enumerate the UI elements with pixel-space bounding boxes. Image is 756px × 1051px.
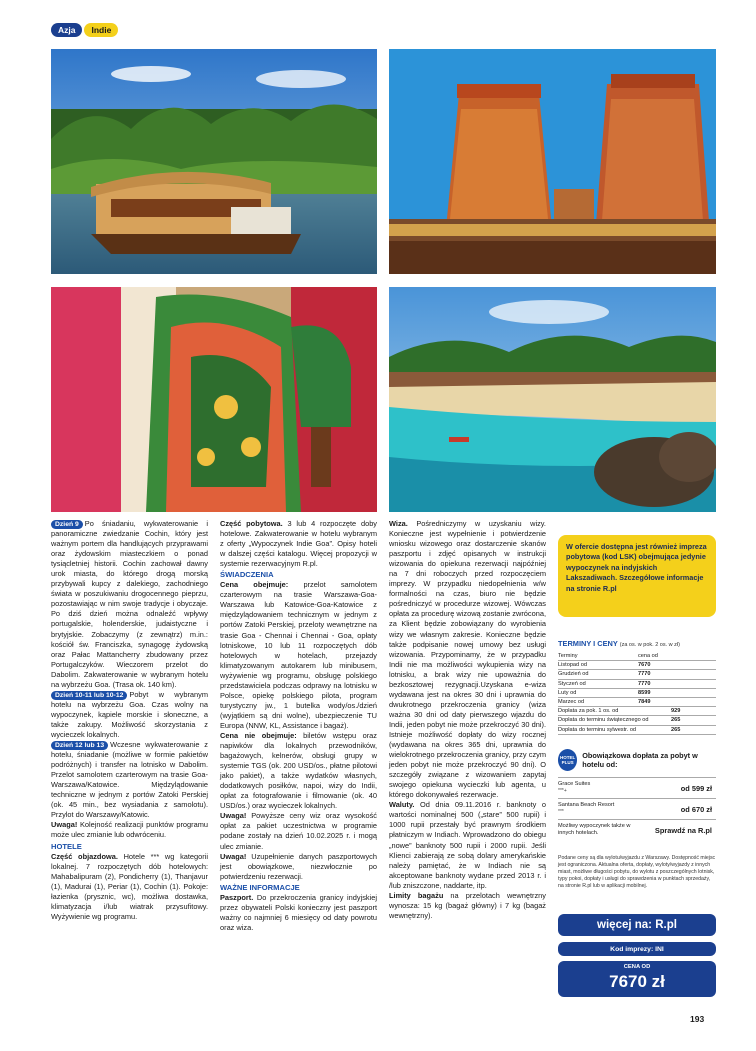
uwaga-1-text: Powyższe ceny wiz oraz wysokość opłat za pakiet uczestnictwa w programie podane zostały na dzień 10.02.2025 r. i mogą ulec zmianie.: [220, 811, 377, 851]
term-label: Listopad od: [558, 662, 587, 669]
terms-header-label: Terminy: [558, 653, 578, 659]
day-12-text: Wczesne wykwaterowanie z hotelu, śniadanie (możliwe w formie pakietów podróżnych) i transfer na lotnisko w Dabolim. Przelot samolotem czarterowym na trasie Goa-Warszawa/Katowice. Międzylądowanie techniczne w jednym z portów Zatoki Perskiej (ok. 45 min., bez wysiadania z samolotu). Przylot do Warszawy/Katowic.: [51, 740, 208, 820]
term-price: 8599: [638, 689, 651, 696]
tour-code-badge: Kod imprezy: INI: [558, 942, 716, 956]
hotel-name: Możliwy wypoczynek także w innych hotelach.: [558, 823, 631, 836]
price-from-box[interactable]: [558, 961, 716, 997]
table-row: [558, 661, 716, 670]
hotel-surcharge-title: Obowiązkowa dopłata za pobyt w hotelu od:: [582, 751, 698, 769]
paszport-paragraph: [220, 893, 377, 933]
terms-header-value: cena od: [638, 653, 658, 659]
waluty-label: Waluty.: [389, 800, 415, 810]
term-price: 7670: [638, 662, 651, 669]
terms-header-row: [558, 652, 716, 661]
term-price: 7849: [638, 699, 651, 706]
hotel-name: Grace Suites: [558, 781, 591, 787]
extra-row: [558, 726, 716, 735]
uwaga-2-paragraph: [220, 852, 377, 882]
day-9-tag: Dzień 9: [51, 520, 83, 529]
page-number: 193: [690, 1014, 705, 1024]
hotel-name: Santana Beach Resort: [558, 802, 615, 808]
term-price: 7770: [638, 671, 651, 678]
limity-bagazu-text: na przelotach wewnętrzny wynosza: 15 kg (bagaż główny) i 7 kg (bagaż wewnętrzny).: [389, 890, 546, 920]
price-from-amount: 7670 zł: [609, 972, 665, 991]
extra-row: [558, 716, 716, 725]
uwaga-paragraph: [51, 820, 208, 840]
program-column-1: [51, 519, 208, 922]
uwaga-2-label: Uwaga!: [220, 851, 247, 861]
wazne-informacje-heading: WAŻNE INFORMACJE: [220, 882, 300, 892]
day-12-paragraph: [51, 740, 208, 820]
price-from-label: CENA OD: [623, 964, 651, 970]
czesc-pobytowa-label: Część pobytowa.: [220, 519, 283, 528]
extra-price: 265: [671, 717, 681, 724]
hotel-stars: ***+: [558, 788, 567, 794]
day-9-text: Po śniadaniu, wykwaterowanie i panoramiczne zwiedzanie Cochin, który jest ważnym portem dla handlujących przyprawami oraz żydowskim miasteczkiem o ponad tysiącletniej historii. Cochin zachował dawny urok miasta, do którego drogą morską przybywali kupcy z dalekiego, zachodniego świata w poszukiwaniu drogocennego pieprzu, pozostawiając w nim swoje tradycje i obyczaje. Po dziś dzień można odnaleźć wpływy portugalskie, holenderskie, judaistyczne i brytyjskie. Zobaczymy (z zewnątrz) m.in.: kościół św. Franciszka, synagogę żydowską oraz Pałac Mattancherry zbudowany przez Portugalczyków. Wieczorem przelot do Dabolim. Zakwaterowanie w wybranym hotelu na wybrzeżu Goa. (Trasa ok. 140 km).: [51, 519, 208, 689]
hotel-name-block: [558, 802, 614, 816]
women-saris-photo: [51, 287, 377, 512]
term-label: Marzec od: [558, 699, 585, 706]
terms-prices-table: [558, 639, 716, 735]
program-column-2: [220, 519, 377, 933]
cena-obejmuje-paragraph: [220, 580, 377, 731]
extra-label: Dopłata do terminu sylwestr. od: [558, 726, 637, 733]
hotel-name-block: [558, 823, 638, 837]
hotele-heading: HOTELE: [51, 841, 82, 851]
term-label: Luty od: [558, 689, 577, 696]
cena-obejmuje-label: Cena obejmuje:: [220, 580, 289, 590]
day-9-paragraph: [51, 519, 208, 690]
wiza-text: Pośredniczymy w uzyskaniu wizy. Konieczne jest wypełnienie i potwierdzenie wniosku wizowego oraz dostarczenie skanów paszportu i zdjęć opisanych w instrukcji wizowania do opiekuna rezerwacji najpóźniej na 7 dni roboczych przed rozpoczęciem imprezy. W przypadku niedopełnienia w/w formalności na czas, biuro nie będzie pośredniczyć w procedurze wizowej. Wówczas opłata za procedurę wizową zostanie zwrócona, za Klient będzie zobowiązany do wyrobienia wizy we własnym zakresie. Konieczne będzie także podpisanie nowej umowy bez usługi wizowania. Przypominamy, że w przypadku Indii nie ma możliwości wykupienia wizy na lotnisku, a brak wizy nie upoważnia do bezkosztowej rezygnacji.Uzyskana e-wiza wydawana jest na okres 30 dni i uprawnia do dwukrotnego przekroczenia granicy (wiza ważna 30 dni od daty pierwszego wjazdu do Indii, jeden pobyt nie może przekroczyć 30 dni). Istnieje możliwość dopłaty do wizy rocznej (wydawana na okres 365 dni, uprawnia do wielokrotnego przekroczenia granicy, przy czym jeden pobyt nie może przekroczyć 90 dni). O szczegóły związane z wizowaniem zapytaj swojego opiekuna wycieczki lub agenta, u którego dokonywałeś rezerwacje.: [389, 519, 546, 800]
terms-title-text: TERMINY I CENY: [558, 639, 618, 648]
czesc-pobytowa-paragraph: [220, 519, 377, 569]
price-disclaimer: Podane ceny są dla wylotu/wyjazdu z Warszawy. Dostępność miejsc jest ograniczona. Aktualna oferta, dopłaty, wyloty/wyjazdy z innych miast, możliwe długości pobytu, do wylotu z poszczególnych lotnisk, typy pokoi, dopłaty i usługi do sprawdzenia w punktach sprzedaży, na stronie R.pl lub w aplikacji mobilnej.: [558, 855, 716, 889]
cena-obejmuje-text: przelot samolotem czarterowym na trasie Warszawa-Goa-Warszawa lub Katowice-Goa-Katowice z międzylądowaniem technicznym w jednym z portów Zatoki Perskiej, przeloty wewnętrzne na trasie Goa - Chennai i Chennai - Goa, opłaty lotniskowe, 10 lub 11 rozpoczętych dób hotelowych w hotelach, przejazdy klimatyzowanym autokarem lub minibusem, wyżywienie wg programu, obsługę polskiego przedstawiciela podczas odprawy na lotnisku w Polsce, opiekę polskiego pilota, program turystyczny jw., 1 butelka wody/os./dzień (wyjątkiem są dni wolne), ubezpieczenie TU Europa (NNW, KL, Assistance i bagaż).: [220, 580, 378, 730]
breadcrumb-region[interactable]: Azja: [51, 23, 82, 37]
hotel-surcharge-header: [558, 749, 716, 771]
cena-nie-obejmuje-paragraph: [220, 731, 377, 811]
extra-price: 265: [671, 726, 681, 733]
breadcrumb: [51, 23, 118, 37]
terms-title: [558, 639, 716, 648]
uwaga-2-text: Uzupełnienie danych paszportowych jest obowiązkowe, niezwłocznie po potwierdzeniu rezerwacji.: [220, 851, 377, 881]
wiza-label: Wiza.: [389, 519, 408, 528]
term-label: Grudzień od: [558, 671, 589, 678]
waluty-paragraph: [389, 800, 546, 890]
uwaga-label: Uwaga!: [51, 820, 78, 830]
day-12-tag: Dzień 12 lub 13: [51, 741, 108, 750]
table-row: [558, 689, 716, 698]
uwaga-text: Kolejność realizacji punktów programu może ulec zmianie lub odwróceniu.: [51, 820, 208, 840]
czesc-objazdowa-text: Hotele *** wg kategorii lokalnej. 7 rozpoczętych dób hotelowych: Mahabalipuram (2), Pondicherry (1), Thanjavur (1), Madurai (1), Periar (1), Cochin (1). Pokoje: łazienka (prysznic, wc), możliwa dostawka, klimatyzacja i/lub wiatrak przysufitowy. Wyżywienie wg programu.: [51, 851, 209, 921]
swiadczenia-heading: ŚWIADCZENIA: [220, 570, 274, 580]
limity-bagazu-label: Limity bagażu: [389, 890, 444, 900]
day-10-tag: Dzień 10-11 lub 10-12: [51, 691, 127, 700]
hotel-name-block: [558, 781, 590, 795]
hotel-row[interactable]: [558, 777, 716, 798]
cena-nie-obejmuje-label: Cena nie obejmuje:: [220, 730, 297, 740]
extra-label: Dopłata za pok. 1 os. od: [558, 708, 619, 715]
hotel-stars: ***: [558, 809, 564, 815]
uwaga-1-paragraph: [220, 811, 377, 851]
breadcrumb-country[interactable]: Indie: [84, 23, 118, 37]
hotel-price: od 599 zł: [680, 783, 712, 793]
paszport-text: Do przekroczenia granicy indyjskiej przez obywateli Polski konieczny jest paszport ważny co najmniej 6 miesięcy od daty powrotu oraz wiza.: [220, 892, 377, 932]
day-10-paragraph: [51, 690, 208, 740]
wiza-paragraph: [389, 519, 546, 800]
term-price: 7770: [638, 680, 651, 687]
temple-photo: [389, 49, 716, 274]
paszport-label: Paszport.: [220, 892, 254, 902]
extra-price: 929: [671, 708, 681, 715]
beach-photo: [389, 287, 716, 512]
extra-row: [558, 707, 716, 716]
terms-subtitle: (za os. w pok. 2 os. w zł): [619, 642, 680, 648]
table-row: [558, 698, 716, 707]
waluty-text: Od dnia 09.11.2016 r. banknoty o wartości nominalnej 500 („stare” 500 rupii) i 1000 rupii przestały być prawnym środkiem płatniczym w Indiach. Wprowadzono do obiegu „nowe” banknoty 500 rupii i 2000 rupii. Jeśli Klienci zabierają ze sobą dolary amerykańskie należy pamiętać, że w Indiach nie są akceptowane banknoty wydane przed 2013 r. i /lub zniszczone, naddarte, itp.: [389, 800, 546, 890]
term-label: Styczeń od: [558, 680, 586, 687]
czesc-pobytowa-text: 3 lub 4 rozpoczęte doby hotelowe. Zakwaterowanie w hotelu wybranym z oferty „Wypoczynek Indie Goa”. Opisy hoteli w dalszej części katalogu. Więcej propozycji w systemie rezerwacyjnym R.pl.: [220, 519, 377, 569]
czesc-objazdowa-label: Część objazdowa.: [51, 851, 118, 861]
hotel-row[interactable]: [558, 819, 716, 840]
lsk-offer-note: W ofercie dostępna jest również impreza pobytowa (kod LSK) obejmująca jedynie wypoczynek na indyjskich Lakszadiwach. Szczegółowe informacje na stronie R.pl: [558, 535, 716, 617]
table-row: [558, 670, 716, 679]
table-row: [558, 680, 716, 689]
hotel-plus-logo-icon: HOTEL PLUS: [558, 749, 577, 771]
limity-bagazu-paragraph: [389, 891, 546, 921]
more-info-button[interactable]: więcej na: R.pl: [558, 914, 716, 936]
cena-nie-obejmuje-text: biletów wstępu oraz napiwków dla lokalnych przewodników, bagażowych, kelnerów, obsługi grupy w systemie TGS (ok. 200 USD/os., płatne pilotowi jako pakiet), a także wydatków własnych, dodatkowych posiłków, napoi, wizy do Indii, opłat za fotografowanie i filmowanie (ok. 40 USD/os.) oraz wycieczek lokalnych.: [220, 730, 377, 811]
hotel-price: Sprawdź na R.pl: [654, 825, 712, 835]
czesc-objazdowa-paragraph: [51, 852, 208, 922]
hotel-surcharge-box: [558, 749, 716, 840]
hotel-row[interactable]: [558, 798, 716, 819]
hotel-price: od 670 zł: [680, 804, 712, 814]
day-10-text: Pobyt w wybranym hotelu na wybrzeżu Goa. Czas wolny na wypoczynek, kąpiele morskie i słoneczne, a także zakupy. Możliwość skorzystania z wycieczek lokalnych.: [51, 689, 208, 739]
houseboat-photo: [51, 49, 377, 274]
extra-label: Dopłata do terminu świątecznego od: [558, 717, 649, 724]
program-column-3: [389, 519, 546, 921]
uwaga-1-label: Uwaga!: [220, 811, 247, 821]
